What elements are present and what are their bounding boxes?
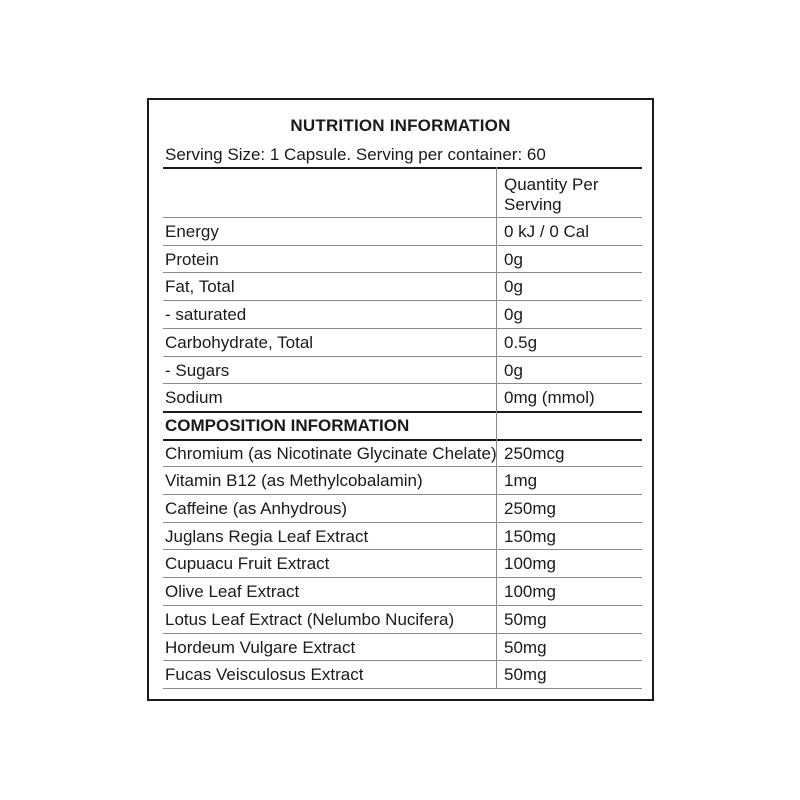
nutrient-name: Protein bbox=[165, 249, 219, 269]
divider bbox=[163, 466, 642, 467]
nutrient-name: Carbohydrate, Total bbox=[165, 332, 314, 352]
divider bbox=[163, 383, 642, 384]
ingredient-name: Cupuacu Fruit Extract bbox=[165, 554, 330, 574]
composition-title: COMPOSITION INFORMATION bbox=[165, 415, 410, 435]
ingredient-name: Juglans Regia Leaf Extract bbox=[165, 526, 369, 546]
divider bbox=[163, 439, 642, 441]
nutrition-panel bbox=[147, 98, 654, 701]
divider bbox=[163, 660, 642, 661]
ingredient-amount: 50mg bbox=[504, 609, 547, 629]
divider bbox=[163, 328, 642, 329]
divider bbox=[163, 522, 642, 523]
nutrient-name: Fat, Total bbox=[165, 277, 235, 297]
nutrient-name: Sodium bbox=[165, 388, 223, 408]
ingredient-amount: 50mg bbox=[504, 665, 547, 685]
ingredient-amount: 100mg bbox=[504, 582, 556, 602]
divider-thick bbox=[163, 167, 642, 169]
ingredient-name: Hordeum Vulgare Extract bbox=[165, 637, 356, 657]
divider bbox=[163, 411, 642, 413]
nutrient-value: 0.5g bbox=[504, 332, 538, 352]
divider bbox=[163, 633, 642, 634]
divider bbox=[163, 494, 642, 495]
ingredient-amount: 100mg bbox=[504, 554, 556, 574]
divider bbox=[163, 356, 642, 357]
nutrient-value: 0g bbox=[504, 305, 523, 325]
ingredient-amount: 1mg bbox=[504, 471, 538, 491]
ingredient-amount: 150mg bbox=[504, 526, 556, 546]
ingredient-name: Lotus Leaf Extract (Nelumbo Nucifera) bbox=[165, 609, 455, 629]
nutrient-value: 0mg (mmol) bbox=[504, 388, 595, 408]
nutrient-value: 0 kJ / 0 Cal bbox=[504, 222, 590, 241]
divider bbox=[163, 577, 642, 578]
divider bbox=[163, 245, 642, 246]
divider bbox=[163, 272, 642, 273]
panel-title: NUTRITION INFORMATION bbox=[290, 116, 511, 135]
nutrient-value: 0g bbox=[504, 360, 523, 380]
divider bbox=[163, 300, 642, 301]
nutrient-name: - saturated bbox=[165, 305, 247, 325]
ingredient-amount: 50mg bbox=[504, 637, 547, 657]
ingredient-name: Olive Leaf Extract bbox=[165, 582, 300, 602]
ingredient-name: Chromium (as Nicotinate Glycinate Chelate) bbox=[165, 443, 497, 463]
ingredient-name: Vitamin B12 (as Methylcobalamin) bbox=[165, 471, 423, 491]
ingredient-amount: 250mg bbox=[504, 499, 556, 518]
column-separator bbox=[496, 167, 497, 688]
nutrient-name: Energy bbox=[165, 222, 219, 241]
nutrient-name: - Sugars bbox=[165, 360, 230, 380]
quantity-header: Quantity Per Serving bbox=[504, 175, 599, 214]
divider bbox=[163, 688, 642, 689]
nutrient-value: 0g bbox=[504, 249, 523, 269]
serving-info: Serving Size: 1 Capsule. Serving per container: 60 bbox=[165, 145, 546, 164]
ingredient-name: Fucas Veisculosus Extract bbox=[165, 665, 364, 685]
nutrient-value: 0g bbox=[504, 277, 523, 297]
divider bbox=[163, 605, 642, 606]
ingredient-amount: 250mcg bbox=[504, 443, 565, 463]
divider bbox=[163, 217, 642, 218]
ingredient-name: Caffeine (as Anhydrous) bbox=[165, 499, 348, 518]
divider bbox=[163, 549, 642, 550]
